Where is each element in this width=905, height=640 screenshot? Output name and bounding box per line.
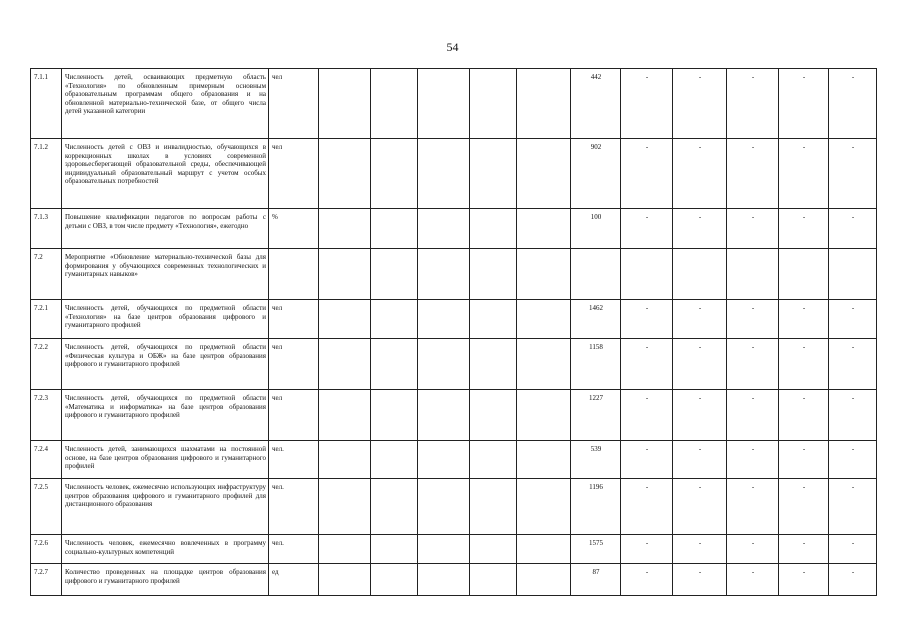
- row-unit: чел.: [269, 479, 319, 535]
- row-value: 1462: [571, 300, 621, 339]
- row-unit: %: [269, 209, 319, 249]
- empty-cell: [418, 479, 470, 535]
- dash-cell: -: [779, 300, 829, 339]
- empty-cell: [319, 139, 371, 209]
- table-row: [31, 209, 877, 249]
- dash-cell: -: [829, 339, 877, 390]
- empty-cell: [517, 139, 571, 209]
- empty-cell: [418, 69, 470, 139]
- dash-cell: -: [621, 390, 673, 441]
- empty-cell: [319, 479, 371, 535]
- empty-cell: [470, 69, 517, 139]
- row-value: 87: [571, 564, 621, 596]
- empty-cell: [319, 441, 371, 479]
- dash-cell: -: [673, 300, 727, 339]
- dash-cell: -: [829, 209, 877, 249]
- empty-cell: [470, 390, 517, 441]
- empty-cell: [418, 390, 470, 441]
- empty-cell: [517, 479, 571, 535]
- empty-cell: [470, 209, 517, 249]
- table-row: [31, 479, 877, 535]
- empty-cell: [517, 69, 571, 139]
- empty-cell: [517, 535, 571, 564]
- table-row: [31, 249, 877, 300]
- empty-cell: [418, 139, 470, 209]
- row-value: 539: [571, 441, 621, 479]
- empty-cell: [470, 441, 517, 479]
- empty-cell: [470, 479, 517, 535]
- empty-cell: [470, 564, 517, 596]
- dash-cell: [779, 249, 829, 300]
- row-value: [571, 249, 621, 300]
- table-row: [31, 564, 877, 596]
- row-description: Численность детей с ОВЗ и инвалидностью, обучающихся в коррекционных школах в условиях современной здоровьесберегающей образовательной среды, обеспечивающей индивидуальный образовательный маршрут с учетом особых образовательных потребностей: [62, 139, 269, 209]
- dash-cell: -: [727, 535, 779, 564]
- dash-cell: -: [829, 479, 877, 535]
- row-number: 7.2.6: [31, 535, 62, 564]
- empty-cell: [470, 535, 517, 564]
- row-unit: чел: [269, 69, 319, 139]
- dash-cell: -: [779, 564, 829, 596]
- row-number: 7.2.3: [31, 390, 62, 441]
- dash-cell: -: [621, 564, 673, 596]
- empty-cell: [371, 249, 418, 300]
- indicators-table: [30, 68, 877, 596]
- row-description: Повышение квалификации педагогов по вопросам работы с детьми с ОВЗ, в том числе предмету «Технология», ежегодно: [62, 209, 269, 249]
- empty-cell: [319, 249, 371, 300]
- empty-cell: [319, 390, 371, 441]
- empty-cell: [418, 209, 470, 249]
- dash-cell: -: [621, 139, 673, 209]
- dash-cell: -: [779, 479, 829, 535]
- row-description: Численность детей, обучающихся по предметной области «Физическая культура и ОБЖ» на базе центров образования цифрового и гуманитарного профилей: [62, 339, 269, 390]
- empty-cell: [319, 300, 371, 339]
- row-number: 7.2.5: [31, 479, 62, 535]
- dash-cell: -: [829, 139, 877, 209]
- row-unit: чел: [269, 300, 319, 339]
- row-unit: [269, 249, 319, 300]
- dash-cell: -: [829, 69, 877, 139]
- row-number: 7.1.2: [31, 139, 62, 209]
- dash-cell: -: [727, 69, 779, 139]
- dash-cell: -: [779, 535, 829, 564]
- dash-cell: -: [779, 390, 829, 441]
- empty-cell: [371, 479, 418, 535]
- dash-cell: -: [621, 479, 673, 535]
- empty-cell: [418, 564, 470, 596]
- dash-cell: -: [779, 69, 829, 139]
- row-unit: чел.: [269, 441, 319, 479]
- dash-cell: -: [727, 339, 779, 390]
- row-description: Мероприятие «Обновление материально-технической базы для формирования у обучающихся современных технологических и гуманитарных навыков»: [62, 249, 269, 300]
- row-number: 7.2.7: [31, 564, 62, 596]
- dash-cell: -: [673, 390, 727, 441]
- dash-cell: -: [727, 441, 779, 479]
- dash-cell: -: [621, 535, 673, 564]
- row-value: 1196: [571, 479, 621, 535]
- empty-cell: [371, 564, 418, 596]
- dash-cell: -: [621, 441, 673, 479]
- empty-cell: [418, 300, 470, 339]
- table-row: [31, 390, 877, 441]
- dash-cell: -: [673, 139, 727, 209]
- row-description: Количество проведенных на площадке центров образования цифрового и гуманитарного профилей: [62, 564, 269, 596]
- dash-cell: -: [829, 535, 877, 564]
- row-description: Численность человек, ежемесячно вовлеченных в программу социально-культурных компетенций: [62, 535, 269, 564]
- empty-cell: [418, 535, 470, 564]
- dash-cell: [673, 249, 727, 300]
- dash-cell: -: [727, 479, 779, 535]
- empty-cell: [517, 209, 571, 249]
- row-unit: чел: [269, 390, 319, 441]
- row-description: Численность детей, осваивающих предметную область «Технология» по обновленным примерным основным образовательным программам общего образования и на обновленной материально-технической базе, от общего числа детей указанной категории: [62, 69, 269, 139]
- dash-cell: -: [673, 339, 727, 390]
- row-unit: ед: [269, 564, 319, 596]
- dash-cell: -: [779, 441, 829, 479]
- dash-cell: -: [673, 441, 727, 479]
- table-row: [31, 69, 877, 139]
- dash-cell: -: [829, 390, 877, 441]
- dash-cell: -: [727, 390, 779, 441]
- row-number: 7.1.3: [31, 209, 62, 249]
- row-value: 1158: [571, 339, 621, 390]
- dash-cell: -: [829, 300, 877, 339]
- empty-cell: [517, 249, 571, 300]
- empty-cell: [371, 209, 418, 249]
- table-row: [31, 535, 877, 564]
- empty-cell: [418, 339, 470, 390]
- table-row: [31, 139, 877, 209]
- row-number: 7.2: [31, 249, 62, 300]
- table-row: [31, 441, 877, 479]
- row-value: 902: [571, 139, 621, 209]
- dash-cell: -: [673, 69, 727, 139]
- row-value: 1575: [571, 535, 621, 564]
- empty-cell: [517, 441, 571, 479]
- dash-cell: -: [621, 209, 673, 249]
- empty-cell: [371, 390, 418, 441]
- dash-cell: -: [673, 479, 727, 535]
- empty-cell: [517, 339, 571, 390]
- dash-cell: -: [779, 339, 829, 390]
- empty-cell: [319, 339, 371, 390]
- row-unit: чел.: [269, 535, 319, 564]
- empty-cell: [371, 535, 418, 564]
- dash-cell: -: [621, 69, 673, 139]
- dash-cell: -: [779, 209, 829, 249]
- dash-cell: -: [779, 139, 829, 209]
- dash-cell: -: [621, 339, 673, 390]
- table-row: [31, 339, 877, 390]
- empty-cell: [517, 390, 571, 441]
- dash-cell: -: [673, 535, 727, 564]
- row-unit: чел: [269, 139, 319, 209]
- empty-cell: [319, 564, 371, 596]
- empty-cell: [319, 535, 371, 564]
- row-value: 100: [571, 209, 621, 249]
- empty-cell: [470, 249, 517, 300]
- row-description: Численность детей, обучающихся по предметной области «Математика и информатика» на базе центров образования цифрового и гуманитарного профилей: [62, 390, 269, 441]
- dash-cell: -: [673, 209, 727, 249]
- empty-cell: [470, 139, 517, 209]
- dash-cell: -: [727, 139, 779, 209]
- dash-cell: -: [727, 564, 779, 596]
- dash-cell: -: [727, 209, 779, 249]
- empty-cell: [418, 441, 470, 479]
- dash-cell: -: [829, 564, 877, 596]
- dash-cell: [829, 249, 877, 300]
- empty-cell: [470, 300, 517, 339]
- dash-cell: -: [829, 441, 877, 479]
- table-row: [31, 300, 877, 339]
- dash-cell: [727, 249, 779, 300]
- empty-cell: [517, 300, 571, 339]
- empty-cell: [371, 139, 418, 209]
- dash-cell: -: [727, 300, 779, 339]
- dash-cell: -: [673, 564, 727, 596]
- dash-cell: [621, 249, 673, 300]
- row-value: 1227: [571, 390, 621, 441]
- empty-cell: [418, 249, 470, 300]
- empty-cell: [517, 564, 571, 596]
- row-number: 7.1.1: [31, 69, 62, 139]
- row-number: 7.2.1: [31, 300, 62, 339]
- dash-cell: -: [621, 300, 673, 339]
- row-description: Численность человек, ежемесячно использующих инфраструктуру центров образования цифрового и гуманитарного профилей для дистанционного образования: [62, 479, 269, 535]
- row-value: 442: [571, 69, 621, 139]
- page-number: 54: [446, 40, 459, 54]
- empty-cell: [371, 339, 418, 390]
- row-unit: чел: [269, 339, 319, 390]
- empty-cell: [371, 69, 418, 139]
- empty-cell: [470, 339, 517, 390]
- row-description: Численность детей, занимающихся шахматами на постоянной основе, на базе центров образования цифрового и гуманитарного профилей: [62, 441, 269, 479]
- empty-cell: [371, 300, 418, 339]
- empty-cell: [319, 69, 371, 139]
- empty-cell: [319, 209, 371, 249]
- row-number: 7.2.2: [31, 339, 62, 390]
- row-number: 7.2.4: [31, 441, 62, 479]
- row-description: Численность детей, обучающихся по предметной области «Технология» на базе центров образования цифрового и гуманитарного профилей: [62, 300, 269, 339]
- empty-cell: [371, 441, 418, 479]
